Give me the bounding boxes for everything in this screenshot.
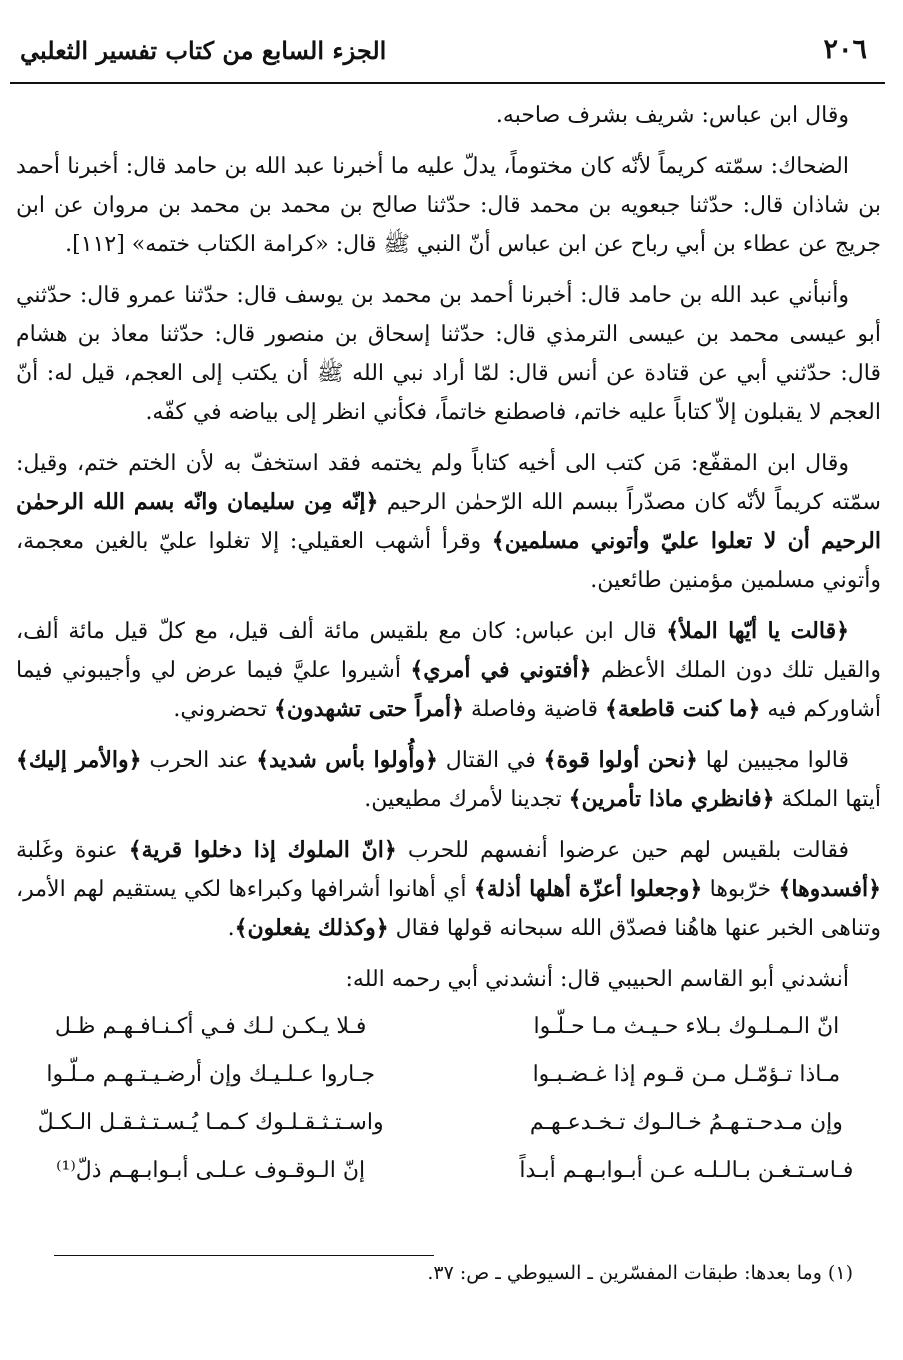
verse-second-hemistich: جـاروا عـلـيـك وإن أرضـيـتـهـم مـلّـوا: [46, 1062, 375, 1087]
page-header: [10, 28, 885, 94]
paragraph: قالوا مجيبين لها ﴿نحن أولوا قوة﴾ في القتال ﴿وأُولوا بأس شديد﴾ عند الحرب ﴿والأمر إليك﴾ أيتها الملكة ﴿فانظري ماذا تأمرين﴾ تجدينا لأمرك مطيعين.: [16, 747, 881, 812]
verse-second-hemistich: فـلا يـكـن لـك فـي أكـنـافـهـم ظـل: [54, 1014, 367, 1039]
page-number: ٢٠٦: [823, 34, 867, 65]
header-rule: [10, 82, 885, 84]
verse-second-hemistich: واسـتـثـقـلـوك كـمـا يُـسـتـثـقـل الـكـلّ: [37, 1110, 384, 1135]
poem-verses: [16, 1003, 881, 1195]
poem-verse: [16, 1051, 881, 1099]
poem-verse: [16, 1147, 881, 1195]
poem-verse: [16, 1099, 881, 1147]
running-title: الجزء السابع من كتاب تفسير الثعلبي: [20, 36, 387, 65]
footnote-rule: [54, 1255, 434, 1256]
poem-verse: [16, 1003, 881, 1051]
verse-second-hemistich: إنّ الـوقـوف عـلـى أبـوابـهـم ذلّ⁽¹⁾: [56, 1158, 366, 1183]
verse-first-hemistich: انّ الـمـلـوك بـلاء حـيـث مـا حـلّـوا: [533, 1014, 840, 1039]
paragraph: الضحاك: سمّته كريماً لأنّه كان مختوماً، يدلّ عليه ما أخبرنا عبد الله بن حامد قال: أخبرنا أحمد بن شاذان قال: حدّثنا جبعويه بن محمد قال: حدّثنا صالح بن محمد بن محمد بن مروان عن ابن جريج عن عطاء بن أبي رباح عن ابن عباس أنّ النبي ﷺ قال: «كرامة الكتاب ختمه» [١١٢].: [16, 154, 881, 257]
verse-first-hemistich: وإن مـدحـتـهـمُ خـالـوك تـخـدعـهـم: [529, 1110, 843, 1135]
paragraph: ﴿قالت يا أيّها الملأ﴾ قال ابن عباس: كان مع بلقيس مائة ألف قيل، مع كلّ قيل مائة ألف، والقيل تلك دون الملك الأعظم ﴿أفتوني في أمري﴾ أشيروا عليَّ فيما عرض لي وأجيبوني فيما أشاوركم فيه ﴿ما كنت قاطعة﴾ قاضية وفاصلة ﴿أمراً حتى تشهدون﴾ تحضروني.: [16, 618, 881, 722]
paragraph: وأنبأني عبد الله بن حامد قال: أخبرنا أحمد بن محمد بن يوسف قال: حدّثنا عمرو قال: حدّثني أبو عيسى محمد بن عيسى الترمذي قال: حدّثنا إسحاق بن منصور قال: حدّثنا معاذ بن هشام قال: حدّثني أبي عن قتادة عن أنس قال: لمّا أراد نبي الله ﷺ أن يكتب إلى العجم، قيل له: أنّ العجم لا يقبلون إلاّ كتاباً عليه خاتم، فاصطنع خاتماً، فكأني انظر إلى بياضه في كفّه.: [16, 283, 881, 425]
paragraph: فقالت بلقيس لهم حين عرضوا أنفسهم للحرب ﴿انّ الملوك إذا دخلوا قرية﴾ عنوة وغَلبة ﴿أفسدوها﴾ خرّبوها ﴿وجعلوا أعزّة أهلها أذلة﴾ أي أهانوا أشرافها وكبراءها لكي يستقيم لهم الأمر، وتناهى الخبر عنها هاهُنا فصدّق الله سبحانه قولها فقال ﴿وكذلك يفعلون﴾.: [16, 837, 881, 941]
verse-first-hemistich: فـاسـتـغـن بـالـلـه عـن أبـوابـهـم أبـداً: [519, 1158, 854, 1183]
verse-first-hemistich: مـاذا تـؤمّـل مـن قـوم إذا غـضـبـوا: [532, 1062, 841, 1087]
footnote: (١) وما بعدها: طبقات المفسّرين ـ السيوطي ـ ص: ٣٧.: [427, 1262, 853, 1284]
paragraph: وقال ابن المقفّع: مَن كتب الى أخيه كتاباً ولم يختمه فقد استخفّ به لأن الختم ختم، وقيل: سمّته كريماً لأنّه كان مصدّراً ببسم الله الرّحمٰن الرحيم ﴿إنّه مِن سليمان وانّه بسم الله الرحمٰن الرحيم أن لا تعلوا عليّ وأتوني مسلمين﴾ وقرأ أشهب العقيلي: إلا تغلوا عليّ بالغين معجمة، وأتوني مسلمين مؤمنين طائعين.: [16, 451, 881, 593]
paragraph: وقال ابن عباس: شريف بشرف صاحبه.: [495, 103, 849, 128]
poem-intro: أنشدني أبو القاسم الحبيبي قال: أنشدني أبي رحمه الله:: [345, 967, 849, 992]
paragraphs: [16, 96, 881, 948]
page-body: [16, 96, 881, 1195]
